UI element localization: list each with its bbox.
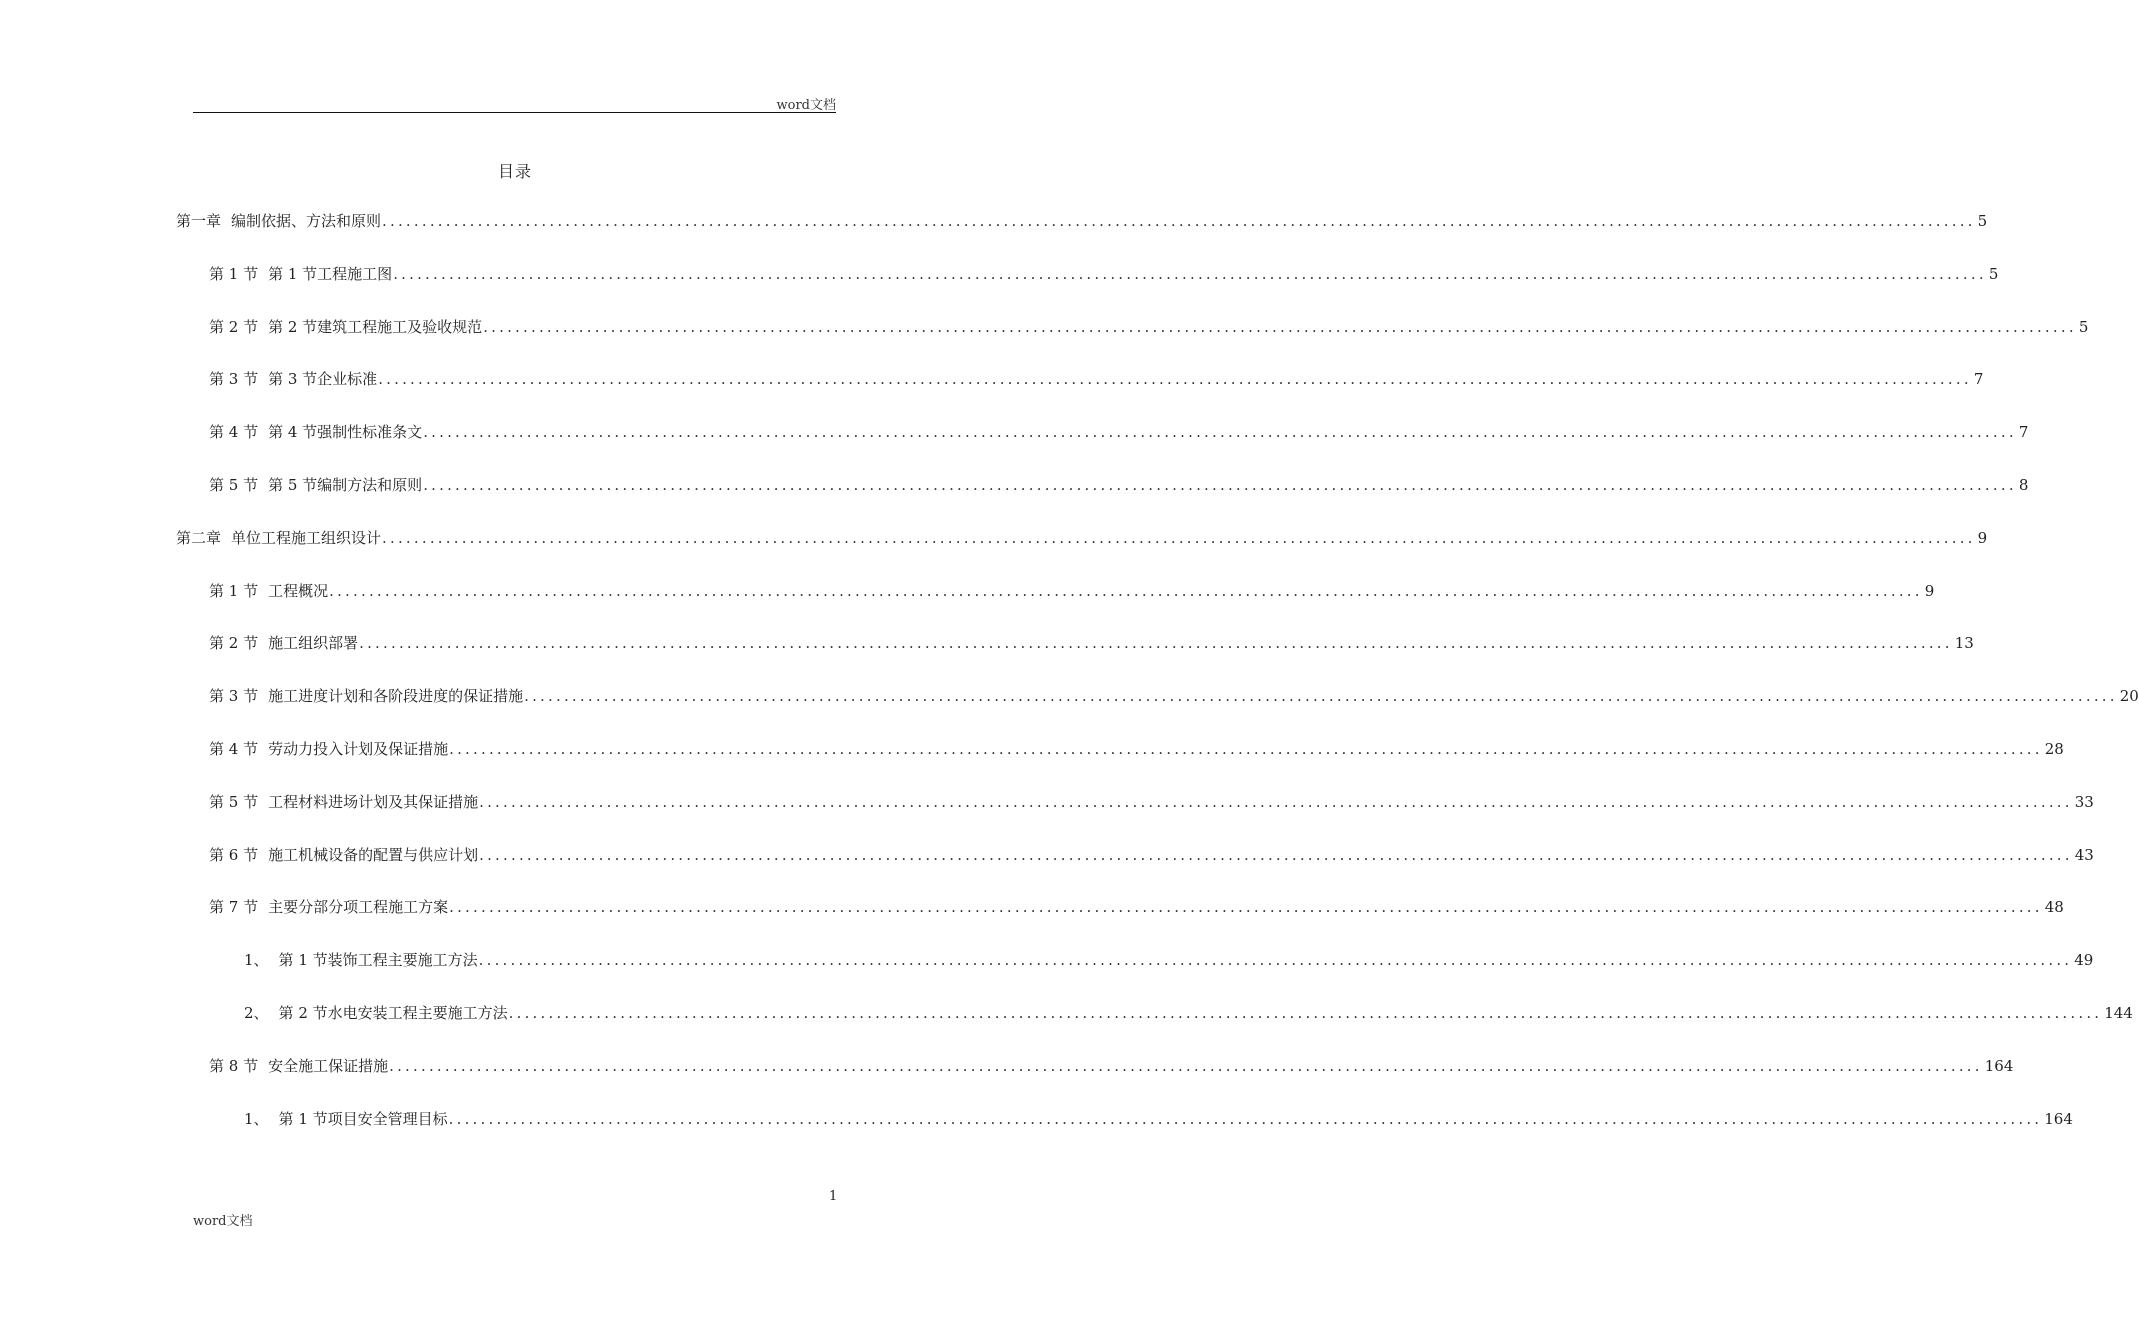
toc-entry[interactable] [209,736,2064,760]
toc-dot-leader: ........................................................................................................................................................................................................ [508,1004,2103,1022]
toc-dot-leader: ........................................................................................................................................................................................................ [382,212,1976,230]
toc-entry[interactable] [209,261,1999,285]
toc-entry[interactable] [209,314,2089,338]
toc-entry[interactable] [209,789,2094,813]
toc-entry-title: 单位工程施工组织设计 [231,529,382,547]
toc-entry-title: 第 1 节项目安全管理目标 [278,1110,448,1128]
toc-entry-page: 7 [2018,423,2029,441]
toc-entry[interactable] [209,419,2029,443]
toc-entry-title: 第 2 节建筑工程施工及验收规范 [268,318,483,336]
toc-entry-number: 第 3 节 [209,370,259,388]
page-number: 1 [829,1189,838,1204]
toc-entry-number: 1、 [244,1110,269,1128]
toc-entry[interactable] [209,894,2064,918]
toc-entry-number: 第 7 节 [209,898,259,916]
toc-entry-page: 144 [2104,1004,2133,1022]
toc-dot-leader: ........................................................................................................................................................................................................ [479,793,2073,811]
toc-entry-title: 编制依据、方法和原则 [231,212,382,230]
toc-entry-number: 第 1 节 [209,582,259,600]
toc-entry-page: 9 [1977,529,1988,547]
toc-dot-leader: ........................................................................................................................................................................................................ [359,634,1953,652]
toc-entry-title: 主要分部分项工程施工方案 [268,898,449,916]
toc-entry[interactable] [209,842,2094,866]
toc-entry-title: 第 1 节工程施工图 [268,265,393,283]
page-header-label: word文档 [776,98,836,113]
toc-entry-page: 13 [1954,634,1974,652]
toc-entry-page: 28 [2044,740,2064,758]
toc-entry[interactable] [209,366,1984,390]
toc-entry-title: 施工机械设备的配置与供应计划 [268,846,479,864]
toc-entry-number: 2、 [244,1004,269,1022]
toc-entry[interactable] [244,947,2094,971]
toc-entry-page: 5 [2078,318,2089,336]
toc-dot-leader: ........................................................................................................................................................................................................ [448,1110,2043,1128]
toc-dot-leader: ........................................................................................................................................................................................................ [449,898,2043,916]
toc-entry-title: 工程材料进场计划及其保证措施 [268,793,479,811]
toc-entry-title: 劳动力投入计划及保证措施 [268,740,449,758]
toc-entry-number: 第 8 节 [209,1057,259,1075]
toc-entry-title: 第 3 节企业标准 [268,370,378,388]
toc-dot-leader: ........................................................................................................................................................................................................ [449,740,2043,758]
toc-entry-title: 第 1 节装饰工程主要施工方法 [278,951,478,969]
toc-entry-page: 9 [1924,582,1935,600]
toc-title: 目录 [497,162,532,181]
toc-entry-page: 164 [2044,1110,2073,1128]
toc-entry-title: 第 2 节水电安装工程主要施工方法 [278,1004,508,1022]
toc-entry-number: 第 3 节 [209,687,259,705]
toc-entry-title: 施工进度计划和各阶段进度的保证措施 [268,687,524,705]
toc-dot-leader: ........................................................................................................................................................................................................ [479,846,2073,864]
toc-dot-leader: ........................................................................................................................................................................................................ [378,370,1972,388]
toc-entry-title: 工程概况 [268,582,329,600]
toc-dot-leader: ........................................................................................................................................................................................................ [524,687,2118,705]
toc-entry-page: 49 [2074,951,2094,969]
toc-dot-leader: ........................................................................................................................................................................................................ [423,476,2017,494]
toc-entry-page: 5 [1977,212,1988,230]
toc-entry[interactable] [244,1000,2133,1024]
toc-entry-number: 1、 [244,951,269,969]
toc-entry[interactable] [209,578,1935,602]
toc-entry-title: 安全施工保证措施 [268,1057,389,1075]
toc-entry-number: 第 2 节 [209,634,259,652]
toc-entry-number: 第二章 [176,529,222,547]
toc-entry-title: 施工组织部署 [268,634,359,652]
toc-dot-leader: ........................................................................................................................................................................................................ [393,265,1987,283]
toc-entry[interactable] [209,1053,2014,1077]
toc-entry-number: 第 5 节 [209,476,259,494]
toc-entry-page: 33 [2074,793,2094,811]
toc-entry-page: 5 [1988,265,1999,283]
toc-entry-number: 第 4 节 [209,423,259,441]
toc-entry-page: 20 [2119,687,2139,705]
toc-dot-leader: ........................................................................................................................................................................................................ [478,951,2073,969]
toc-entry[interactable] [176,525,1988,549]
toc-entry[interactable] [209,472,2029,496]
toc-entry-page: 7 [1973,370,1984,388]
toc-entry-number: 第 2 节 [209,318,259,336]
page-footer-label: word文档 [193,1214,253,1229]
toc-dot-leader: ........................................................................................................................................................................................................ [483,318,2077,336]
toc-dot-leader: ........................................................................................................................................................................................................ [389,1057,1983,1075]
toc-dot-leader: ........................................................................................................................................................................................................ [423,423,2017,441]
toc-entry-number: 第 1 节 [209,265,259,283]
toc-entry-page: 164 [1984,1057,2014,1075]
toc-entry-page: 8 [2018,476,2029,494]
header-rule [193,112,836,113]
toc-entry-number: 第一章 [176,212,222,230]
toc-entry[interactable] [209,630,1974,654]
toc-entry-title: 第 5 节编制方法和原则 [268,476,423,494]
toc-dot-leader: ........................................................................................................................................................................................................ [329,582,1923,600]
toc-entry-page: 48 [2044,898,2064,916]
toc-entry-number: 第 5 节 [209,793,259,811]
toc-entry-title: 第 4 节强制性标准条文 [268,423,423,441]
toc-entry-page: 43 [2074,846,2094,864]
toc-entry[interactable] [244,1106,2073,1130]
toc-entry-number: 第 4 节 [209,740,259,758]
toc-entry-number: 第 6 节 [209,846,259,864]
toc-entry[interactable] [209,683,2139,707]
toc-dot-leader: ........................................................................................................................................................................................................ [382,529,1976,547]
toc-entry[interactable] [176,208,1988,232]
